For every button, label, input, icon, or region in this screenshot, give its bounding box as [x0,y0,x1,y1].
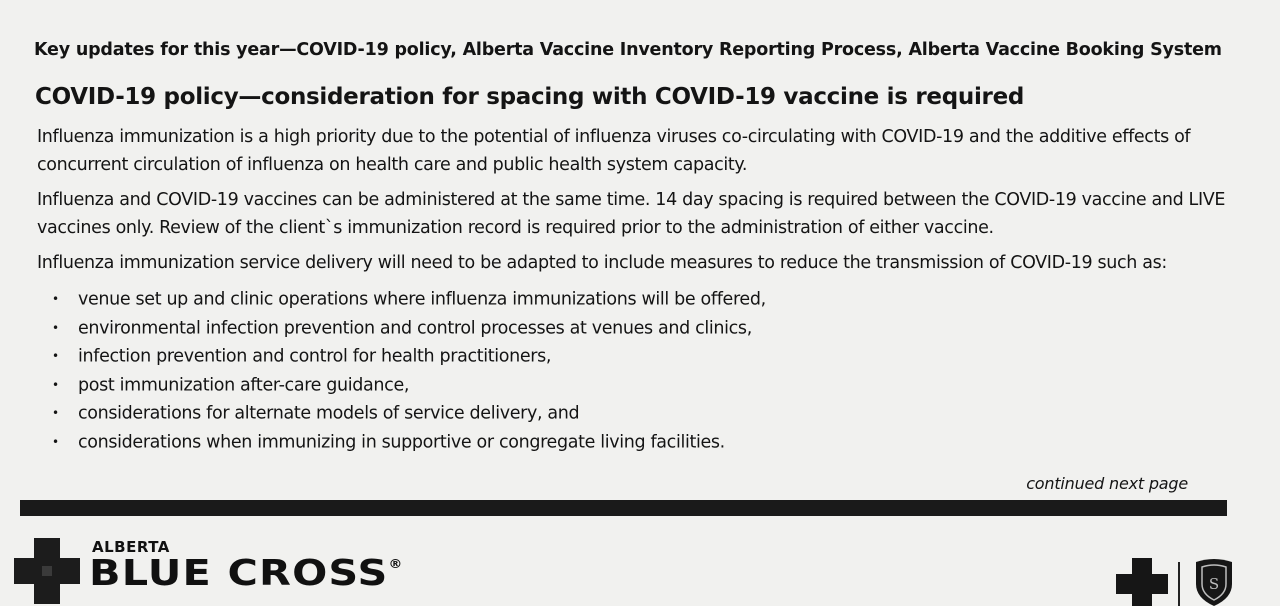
section-heading: COVID-19 policy—consideration for spacing with COVID-19 vaccine is required [35,84,1025,110]
shield-icon [1192,558,1236,606]
icon-separator [1178,562,1180,606]
continued-next-page-note: continued next page [1026,474,1188,493]
key-updates-line: Key updates for this year—COVID-19 policy, Alberta Vaccine Inventory Reporting Process, Alberta Vaccine Booking System [34,40,1222,60]
svg-text:S: S [1208,575,1220,593]
logo-blue-cross-text: BLUE CROSS® [89,553,404,594]
list-item: • post immunization after-care guidance, [52,371,766,400]
bullet-icon: • [52,377,59,392]
logo-alberta-text: ALBERTA [92,538,170,556]
cross-icon [1116,558,1168,606]
bullet-list [52,285,766,456]
blue-cross-logo-icon [14,538,80,604]
list-item: • environmental infection prevention and control processes at venues and clinics, [52,314,766,343]
list-item: • considerations when immunizing in supportive or congregate living facilities. [52,428,766,457]
footer-divider [20,500,1227,516]
list-item: • considerations for alternate models of service delivery, and [52,399,766,428]
list-item: • venue set up and clinic operations where influenza immunizations will be offered, [52,285,766,314]
bullet-icon: • [52,292,59,306]
paragraph-1: Influenza immunization is a high priority due to the potential of influenza viruses co-circulating with COVID-19 and the additive effects of concurrent circulation of influenza on health care and public health system capacity. [37,127,1191,175]
bullet-icon: • [52,349,59,363]
paragraph-3: Influenza immunization service delivery will need to be adapted to include measures to reduce the transmission of COVID-19 such as: [37,253,1167,273]
list-item: • infection prevention and control for health practitioners, [52,342,766,371]
bullet-icon: • [52,406,59,420]
paragraph-2: Influenza and COVID-19 vaccines can be administered at the same time. 14 day spacing is required between the COVID-19 vaccine and LIVE vaccines only. Review of the client`s immunization record is required prior to the administration of either vaccine. [37,190,1226,238]
bullet-icon: • [52,434,59,449]
bullet-icon: • [52,320,59,335]
